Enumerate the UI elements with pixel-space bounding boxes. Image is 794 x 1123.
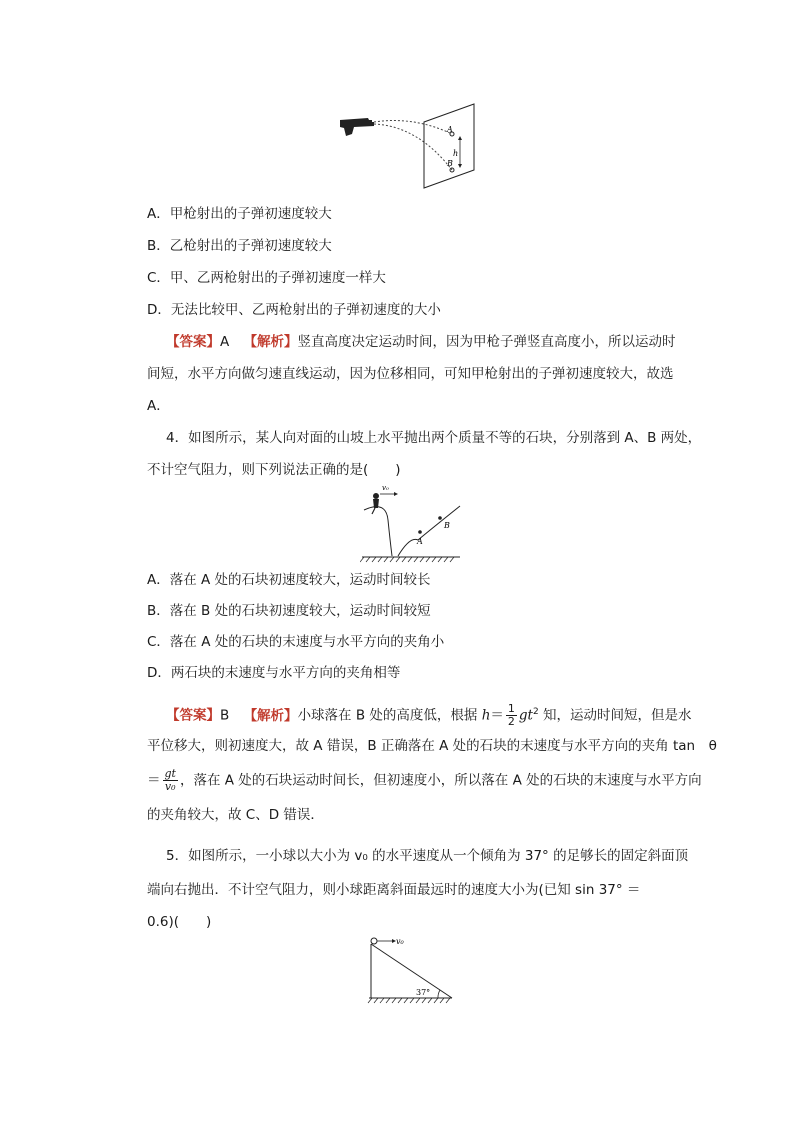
- q5-stem-line1: 5．如图所示，一小球以大小为 v₀ 的水平速度从一个倾角为 37° 的足够长的固定斜面顶: [166, 848, 689, 864]
- label-v0: v₀: [396, 937, 404, 946]
- label-b: B: [444, 521, 450, 530]
- q3-option-c: C．甲、乙两枪射出的子弹初速度一样大: [147, 270, 386, 286]
- label-a: A: [417, 537, 423, 546]
- analysis-tag: 【解析】: [243, 334, 298, 350]
- q5-incline-figure: [366, 932, 456, 1004]
- formula-gt: gt: [518, 707, 533, 724]
- q3-answer-line3: A．: [147, 398, 170, 414]
- answer-tag: 【答案】: [166, 334, 220, 350]
- formula-eq: ＝: [490, 707, 504, 724]
- formula-fraction: $\frac{1}{2}$: [507, 702, 515, 728]
- q4-answer-line4: 的夹角较大，故 C、D 错误．: [147, 807, 324, 823]
- label-h: h: [453, 149, 459, 158]
- analysis-text: 竖直高度决定运动时间，因为甲枪子弹竖直高度小，所以运动时: [297, 334, 676, 350]
- q4-slope-figure: [360, 480, 464, 564]
- analysis-text: ，落在 A 处的石块运动时间长，但初速度小，所以落在 A 处的石块的末速度与水平方向: [179, 772, 702, 789]
- q3-option-d: D．无法比较甲、乙两枪射出的子弹初速度的大小: [147, 302, 441, 318]
- q4-option-c: C．落在 A 处的石块的末速度与水平方向的夹角小: [147, 634, 445, 650]
- label-b: B: [447, 159, 453, 168]
- analysis-text-cont: 知，运动时间短，但是水: [538, 707, 692, 724]
- q3-option-b: B．乙枪射出的子弹初速度较大: [147, 238, 332, 254]
- formula-eq: ＝: [147, 772, 161, 789]
- analysis-tag: 【解析】: [243, 707, 298, 724]
- formula-exponent: 2: [532, 707, 539, 717]
- label-a: A: [447, 125, 453, 134]
- q4-option-b: B．落在 B 处的石块初速度较大，运动时间较短: [147, 603, 431, 619]
- q5-stem-line2: 端向右抛出．不计空气阻力，则小球距离斜面最远时的速度大小为(已知 sin 37° ＝: [147, 882, 641, 898]
- q4-answer-line1: [166, 702, 692, 728]
- q4-option-d: D．两石块的末速度与水平方向的夹角相等: [147, 665, 401, 681]
- formula-fraction: $\frac{gt}{\text{v₀}}$: [164, 767, 176, 793]
- person-icon: [372, 493, 379, 514]
- q4-stem-line2: 不计空气阻力，则下列说法正确的是( ): [147, 462, 401, 478]
- answer-tag: 【答案】: [166, 707, 220, 724]
- answer-value: A: [220, 334, 230, 350]
- label-angle: 37°: [416, 988, 431, 997]
- answer-value: B: [220, 707, 230, 724]
- gun-icon: [340, 118, 374, 136]
- q4-stem-line1: 4．如图所示，某人向对面的山坡上水平抛出两个质量不等的石块，分别落到 A、B 两处，: [166, 430, 702, 446]
- q3-answer-line2: 间短，水平方向做匀速直线运动，因为位移相同，可知甲枪射出的子弹初速度较大，故选: [147, 366, 674, 382]
- q4-answer-line3: [147, 767, 702, 793]
- q4-option-a: A．落在 A 处的石块初速度较大，运动时间较长: [147, 572, 431, 588]
- analysis-text: 小球落在 B 处的高度低，根据: [297, 707, 482, 724]
- q4-answer-line2: 平位移大，则初速度大，故 A 错误，B 正确落在 A 处的石块的末速度与水平方向的夹角 tan θ: [147, 738, 717, 754]
- label-v0: v₀: [382, 484, 389, 492]
- q3-option-a: A．甲枪射出的子弹初速度较大: [147, 206, 332, 222]
- q3-gun-board-figure: [334, 100, 484, 192]
- q5-stem-line3: 0.6)( ): [147, 914, 212, 930]
- q3-answer-line1: [166, 332, 676, 352]
- formula-h: h: [481, 707, 491, 724]
